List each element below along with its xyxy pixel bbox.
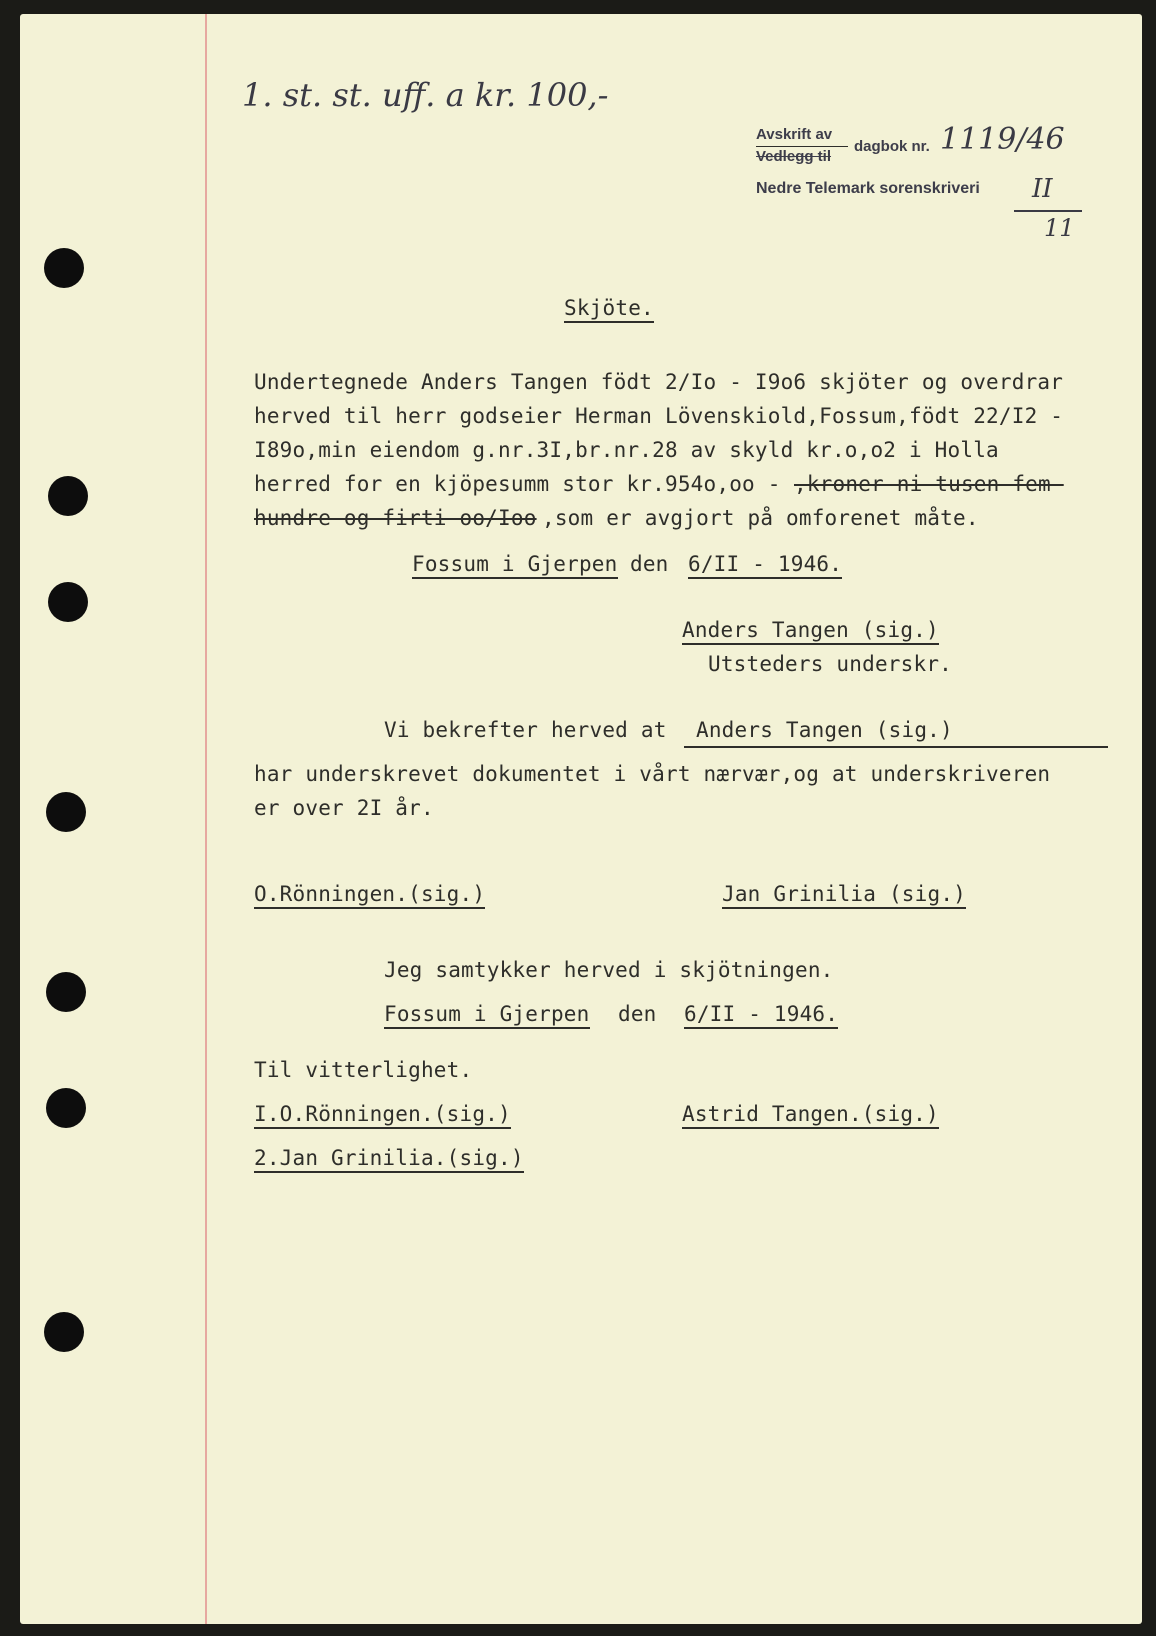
den-2: den bbox=[618, 1002, 657, 1026]
document-title: Skjöte. bbox=[564, 296, 654, 323]
place-2: Fossum i Gjerpen bbox=[384, 1002, 590, 1029]
handwritten-rule bbox=[1014, 210, 1082, 212]
stamp-dagbok: dagbok nr. bbox=[854, 138, 930, 155]
witness-signature-right: Jan Grinilia (sig.) bbox=[722, 882, 966, 909]
punch-hole bbox=[46, 972, 86, 1012]
place-1: Fossum i Gjerpen bbox=[412, 552, 618, 579]
consent-text: Jeg samtykker herved i skjötningen. bbox=[384, 958, 834, 982]
attest-witness-2: 2.Jan Grinilia.(sig.) bbox=[254, 1146, 524, 1173]
attest-heading: Til vitterlighet. bbox=[254, 1058, 473, 1082]
punch-hole bbox=[46, 1088, 86, 1128]
issuer-signature: Anders Tangen (sig.) bbox=[682, 618, 939, 645]
document-page bbox=[20, 14, 1142, 1624]
stamp-rule bbox=[756, 146, 848, 147]
den-1: den bbox=[630, 552, 669, 576]
attest-witness-1: I.O.Rönningen.(sig.) bbox=[254, 1102, 511, 1129]
stamp-avskrift: Avskrift av bbox=[756, 126, 833, 143]
date-2: 6/II - 1946. bbox=[684, 1002, 838, 1029]
punch-hole bbox=[48, 582, 88, 622]
date-1: 6/II - 1946. bbox=[688, 552, 842, 579]
punch-hole bbox=[44, 1312, 84, 1352]
punch-hole bbox=[46, 792, 86, 832]
margin-line bbox=[205, 14, 207, 1624]
struck-text-a: ,kroner ni tusen fem- bbox=[794, 472, 1064, 496]
witness-signature-left: O.Rönningen.(sig.) bbox=[254, 882, 485, 909]
para1-line2: herved til herr godseier Herman Lövenskiold,Fossum,födt 22/I2 - bbox=[254, 404, 1064, 428]
struck-text-b: hundre og firti oo/Ioo bbox=[254, 506, 537, 530]
witness-name: Anders Tangen (sig.) bbox=[696, 718, 953, 742]
spouse-signature: Astrid Tangen.(sig.) bbox=[682, 1102, 939, 1129]
para1-line3: I89o,min eiendom g.nr.3I,br.nr.28 av skyld kr.o,o2 i Holla bbox=[254, 438, 999, 462]
witness-name-rule bbox=[684, 746, 1108, 748]
handwritten-journal-number: 1119/46 bbox=[940, 122, 1065, 157]
issuer-label: Utsteders underskr. bbox=[708, 652, 953, 676]
para1-line1: Undertegnede Anders Tangen födt 2/Io - I9o6 skjöter og overdrar bbox=[254, 370, 1064, 394]
punch-hole bbox=[48, 476, 88, 516]
handwritten-mark: II bbox=[1032, 174, 1053, 204]
stamp-vedlegg: Vedlegg til bbox=[756, 148, 832, 165]
handwritten-fee-note: 1. st. st. uff. a kr. 100,- bbox=[242, 76, 609, 114]
para1-end: ,som er avgjort på omforenet måte. bbox=[542, 506, 979, 530]
punch-hole bbox=[44, 248, 84, 288]
handwritten-mark-2: 11 bbox=[1044, 214, 1075, 242]
stamp-court: Nedre Telemark sorenskriveri bbox=[756, 180, 980, 197]
witness-line-3: er over 2I år. bbox=[254, 796, 434, 820]
witness-intro: Vi bekrefter herved at bbox=[384, 718, 667, 742]
witness-line-2: har underskrevet dokumentet i vårt nærvær,og at underskriveren bbox=[254, 762, 1051, 786]
para1-line4: herred for en kjöpesumm stor kr.954o,oo - bbox=[254, 472, 781, 496]
